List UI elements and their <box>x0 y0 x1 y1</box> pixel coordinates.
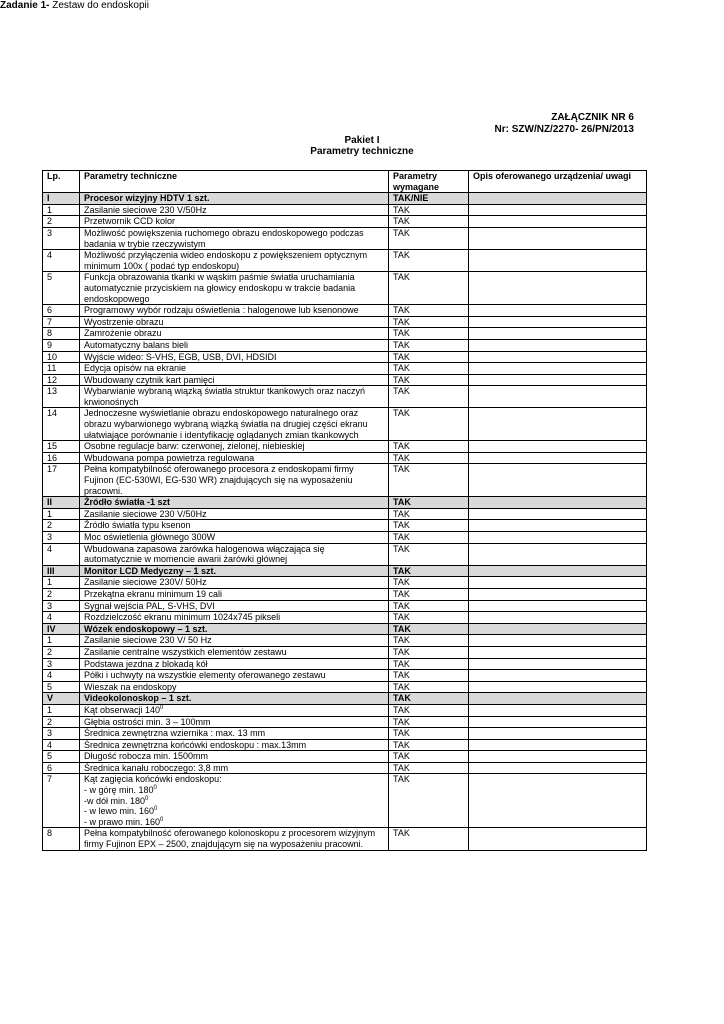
cell-lp: 10 <box>43 351 80 363</box>
section-row <box>43 693 647 705</box>
cell-offer-description[interactable] <box>469 751 647 763</box>
parameter-text: Możliwość powiększenia ruchomego obrazu endoskopowego podczas badania w trybie rzeczywistym <box>84 227 364 249</box>
parameter-text: Funkcja obrazowania tkanki w wąskim paśmie światła uruchamiania automatycznie przyciskiem na głowicy endoskopu w trakcie badania endoskopowego <box>84 272 356 304</box>
cell-parameter <box>80 828 389 850</box>
cell-required: TAK <box>389 351 469 363</box>
parameter-text: Wyostrzenie obrazu <box>84 316 164 327</box>
cell-offer-description[interactable] <box>469 693 647 705</box>
cell-lp: I <box>43 193 80 205</box>
cell-required: TAK <box>389 623 469 635</box>
table-row <box>43 577 647 589</box>
parameter-text: Przetwornik CCD kolor <box>84 216 176 227</box>
cell-offer-description[interactable] <box>469 339 647 351</box>
cell-parameter <box>80 543 389 565</box>
table-row <box>43 374 647 386</box>
parameter-line-text: -w dół min. 180 <box>84 795 146 806</box>
parameter-line <box>84 774 384 785</box>
col-header-params: Parametry techniczne <box>80 171 389 193</box>
cell-offer-description[interactable] <box>469 565 647 577</box>
table-row <box>43 272 647 305</box>
cell-lp: 4 <box>43 739 80 751</box>
cell-lp: 14 <box>43 408 80 441</box>
table-row <box>43 716 647 728</box>
cell-lp: III <box>43 565 80 577</box>
cell-offer-description[interactable] <box>469 497 647 509</box>
cell-required: TAK <box>389 520 469 532</box>
cell-offer-description[interactable] <box>469 828 647 850</box>
cell-required: TAK <box>389 305 469 317</box>
cell-offer-description[interactable] <box>469 670 647 682</box>
cell-lp: IV <box>43 623 80 635</box>
cell-required: TAK <box>389 452 469 464</box>
cell-parameter <box>80 441 389 453</box>
cell-parameter <box>80 520 389 532</box>
cell-parameter <box>80 250 389 272</box>
cell-required: TAK <box>389 497 469 509</box>
cell-parameter <box>80 272 389 305</box>
col-header-offer: Opis oferowanego urządzenia/ uwagi <box>469 171 647 193</box>
cell-parameter <box>80 193 389 205</box>
table-row <box>43 508 647 520</box>
cell-parameter <box>80 681 389 693</box>
table-row <box>43 828 647 850</box>
cell-parameter <box>80 751 389 763</box>
cell-required: TAK <box>389 612 469 624</box>
cell-offer-description[interactable] <box>469 204 647 216</box>
table-row <box>43 227 647 249</box>
parameter-text: Programowy wybór rodzaju oświetlenia : halogenowe lub ksenonowe <box>84 305 359 316</box>
table-row <box>43 386 647 408</box>
cell-required: TAK <box>389 728 469 740</box>
cell-offer-description[interactable] <box>469 762 647 774</box>
parameter-text: Wbudowana zapasowa żarówka halogenowa włączająca się automatycznie w momencie awarii żarówki głównej <box>84 543 325 565</box>
table-row <box>43 452 647 464</box>
cell-required: TAK <box>389 532 469 544</box>
parameter-line-text: - w lewo min. 160 <box>84 806 155 817</box>
col-header-required: Parametry wymagane <box>389 171 469 193</box>
table-body <box>43 193 647 850</box>
cell-required: TAK <box>389 588 469 600</box>
cell-offer-description[interactable] <box>469 250 647 272</box>
cell-lp: 2 <box>43 646 80 658</box>
table-row <box>43 339 647 351</box>
cell-required: TAK <box>389 565 469 577</box>
cell-parameter <box>80 386 389 408</box>
parameter-text: Sygnał wejścia PAL, S-VHS, DVI <box>84 600 215 611</box>
table-row <box>43 250 647 272</box>
cell-parameter <box>80 600 389 612</box>
parameter-text: Procesor wizyjny HDTV 1 szt. <box>84 193 210 204</box>
cell-required: TAK <box>389 635 469 647</box>
parameter-text: Średnica zewnętrzna końcówki endoskopu : max.13mm <box>84 739 307 750</box>
parameter-text: Zamrożenie obrazu <box>84 328 162 339</box>
table-row <box>43 728 647 740</box>
cell-parameter <box>80 328 389 340</box>
parameter-line <box>84 796 384 807</box>
cell-parameter <box>80 728 389 740</box>
parameter-text: Podstawa jezdna z blokadą kół <box>84 658 208 669</box>
cell-lp: 1 <box>43 704 80 716</box>
cell-required: TAK <box>389 408 469 441</box>
cell-required: TAK <box>389 774 469 828</box>
cell-lp: 2 <box>43 588 80 600</box>
degree-superscript: 0 <box>154 806 158 813</box>
degree-superscript: 0 <box>160 816 164 823</box>
package-title: Pakiet I <box>344 135 380 146</box>
cell-lp: 5 <box>43 681 80 693</box>
table-row <box>43 441 647 453</box>
cell-parameter <box>80 588 389 600</box>
cell-required: TAK <box>389 704 469 716</box>
cell-parameter <box>80 774 389 828</box>
cell-lp: 4 <box>43 670 80 682</box>
cell-lp: 12 <box>43 374 80 386</box>
cell-offer-description[interactable] <box>469 543 647 565</box>
cell-offer-description[interactable] <box>469 658 647 670</box>
parameter-text: Możliwość przyłączenia wideo endoskopu z powiększeniem optycznym minimum 100x ( podać typ endoskopu) <box>84 250 368 271</box>
cell-required: TAK <box>389 716 469 728</box>
cell-parameter <box>80 339 389 351</box>
parameter-text: Średnica zewnętrzna wziernika : max. 13 mm <box>84 728 266 739</box>
document-title: Parametry techniczne <box>310 146 414 157</box>
table-row <box>43 328 647 340</box>
table-row <box>43 588 647 600</box>
cell-offer-description[interactable] <box>469 681 647 693</box>
cell-parameter <box>80 762 389 774</box>
parameter-line-text: - w prawo min. 160 <box>84 816 161 827</box>
cell-parameter <box>80 305 389 317</box>
cell-parameter <box>80 565 389 577</box>
cell-required: TAK <box>389 363 469 375</box>
parameter-text: Wózek endoskopowy – 1 szt. <box>84 623 208 634</box>
cell-offer-description[interactable] <box>469 386 647 408</box>
cell-lp: 6 <box>43 762 80 774</box>
cell-lp: 2 <box>43 216 80 228</box>
parameter-text: Wybarwianie wybraną wiązką światła struktur tkankowych oraz naczyń krwionośnych <box>84 386 366 407</box>
cell-offer-description[interactable] <box>469 612 647 624</box>
cell-offer-description[interactable] <box>469 532 647 544</box>
cell-lp: V <box>43 693 80 705</box>
cell-parameter <box>80 532 389 544</box>
cell-offer-description[interactable] <box>469 646 647 658</box>
parameter-line-text: Kąt zagięcia końcówki endoskopu: <box>84 774 222 785</box>
cell-offer-description[interactable] <box>469 600 647 612</box>
cell-required: TAK <box>389 543 469 565</box>
cell-lp: 4 <box>43 543 80 565</box>
table-row <box>43 751 647 763</box>
cell-lp: 17 <box>43 464 80 497</box>
table-row <box>43 543 647 565</box>
cell-offer-description[interactable] <box>469 363 647 375</box>
parameter-text: Wbudowany czytnik kart pamięci <box>84 374 215 385</box>
table-row <box>43 739 647 751</box>
cell-required: TAK <box>389 216 469 228</box>
cell-offer-description[interactable] <box>469 216 647 228</box>
cell-parameter <box>80 351 389 363</box>
cell-offer-description[interactable] <box>469 351 647 363</box>
parameter-text: Zasilanie sieciowe 230 V/50Hz <box>84 204 207 215</box>
parameter-text: Zasilanie centralne wszystkich elementów zestawu <box>84 646 287 657</box>
section-row <box>43 623 647 635</box>
cell-lp: II <box>43 497 80 509</box>
cell-offer-description[interactable] <box>469 774 647 828</box>
parameter-text: Videokolonoskop – 1 szt. <box>84 693 192 704</box>
cell-offer-description[interactable] <box>469 272 647 305</box>
cell-lp: 1 <box>43 508 80 520</box>
table-row <box>43 646 647 658</box>
parameter-text: Głębia ostrości min. 3 – 100mm <box>84 716 211 727</box>
section-row <box>43 565 647 577</box>
cell-offer-description[interactable] <box>469 520 647 532</box>
cell-offer-description[interactable] <box>469 577 647 589</box>
section-row <box>43 497 647 509</box>
cell-lp: 5 <box>43 272 80 305</box>
cell-lp: 7 <box>43 316 80 328</box>
cell-required: TAK <box>389 316 469 328</box>
cell-offer-description[interactable] <box>469 441 647 453</box>
parameter-text: Pełna kompatybilność oferowanego procesora z endoskopami firmy Fujinon (EC-530WI, EG-530 WR) znajdujących się na wyposażeniu pracowni. <box>84 464 354 496</box>
cell-lp: 3 <box>43 728 80 740</box>
table-row <box>43 532 647 544</box>
cell-parameter <box>80 577 389 589</box>
cell-parameter <box>80 316 389 328</box>
cell-offer-description[interactable] <box>469 464 647 497</box>
cell-lp: 3 <box>43 227 80 249</box>
table-row <box>43 363 647 375</box>
cell-offer-description[interactable] <box>469 728 647 740</box>
parameter-line <box>84 785 384 796</box>
parameter-text: Osobne regulacje barw: czerwonej, zielonej, niebieskiej <box>84 441 305 452</box>
cell-offer-description[interactable] <box>469 704 647 716</box>
cell-parameter <box>80 508 389 520</box>
cell-required: TAK <box>389 464 469 497</box>
cell-lp: 3 <box>43 532 80 544</box>
parameter-text: Źródło światła -1 szt <box>84 497 171 508</box>
table-row <box>43 600 647 612</box>
col-header-lp: Lp. <box>43 171 80 193</box>
parameter-text: Automatyczny balans bieli <box>84 339 189 350</box>
parameter-text: Pełna kompatybilność oferowanego kolonoskopu z procesorem wizyjnym firmy Fujinon EPX – 2500, znajdującym się na wyposażeniu pracowni. <box>84 828 376 850</box>
degree-superscript: 0 <box>153 785 157 792</box>
table-row <box>43 612 647 624</box>
cell-offer-description[interactable] <box>469 408 647 441</box>
cell-required: TAK <box>389 658 469 670</box>
cell-offer-description[interactable] <box>469 374 647 386</box>
degree-superscript: 0 <box>160 704 164 711</box>
cell-lp: 1 <box>43 204 80 216</box>
cell-required: TAK <box>389 204 469 216</box>
cell-required: TAK <box>389 227 469 249</box>
cell-lp: 4 <box>43 612 80 624</box>
cell-parameter <box>80 452 389 464</box>
cell-parameter <box>80 227 389 249</box>
cell-parameter <box>80 739 389 751</box>
cell-required: TAK <box>389 828 469 850</box>
cell-offer-description[interactable] <box>469 316 647 328</box>
section-row <box>43 193 647 205</box>
cell-offer-description[interactable] <box>469 623 647 635</box>
reference-number: Nr: SZW/NZ/2270- 26/PN/2013 <box>494 124 634 135</box>
cell-parameter <box>80 216 389 228</box>
cell-offer-description[interactable] <box>469 452 647 464</box>
cell-parameter <box>80 693 389 705</box>
cell-parameter <box>80 704 389 716</box>
cell-required: TAK <box>389 441 469 453</box>
task-text: Zestaw do endoskopii <box>49 0 149 11</box>
table-header-row <box>43 171 647 193</box>
cell-offer-description[interactable] <box>469 635 647 647</box>
cell-lp: 4 <box>43 250 80 272</box>
parameter-text: Zasilanie sieciowe 230 V/ 50 Hz <box>84 635 212 646</box>
cell-required: TAK <box>389 600 469 612</box>
cell-required: TAK <box>389 693 469 705</box>
cell-required: TAK <box>389 374 469 386</box>
parameter-text: Jednoczesne wyświetlanie obrazu endoskopowego naturalnego oraz obrazu wybarwionego wybraną wiązką światła na drugiej części ekranu ułatwiające porównanie i identyfikację oglądanych zmian tkankowych <box>84 408 368 440</box>
table-row <box>43 658 647 670</box>
cell-parameter <box>80 623 389 635</box>
degree-superscript: 0 <box>145 795 149 802</box>
parameter-text: Zasilanie sieciowe 230 V/50Hz <box>84 508 207 519</box>
cell-lp: 16 <box>43 452 80 464</box>
cell-lp: 6 <box>43 305 80 317</box>
cell-parameter <box>80 204 389 216</box>
cell-lp: 2 <box>43 520 80 532</box>
parameter-text: Wbudowana pompa powietrza regulowana <box>84 452 255 463</box>
cell-required: TAK <box>389 272 469 305</box>
table-row <box>43 635 647 647</box>
cell-lp: 1 <box>43 577 80 589</box>
table-row <box>43 316 647 328</box>
cell-required: TAK <box>389 386 469 408</box>
cell-lp: 3 <box>43 658 80 670</box>
parameter-text: Długość robocza min. 1500mm <box>84 751 209 762</box>
parameter-text: Wieszak na endoskopy <box>84 681 177 692</box>
task-heading <box>0 0 724 11</box>
cell-required: TAK <box>389 339 469 351</box>
task-label: Zadanie 1- <box>0 0 50 11</box>
cell-offer-description[interactable] <box>469 328 647 340</box>
cell-lp: 1 <box>43 635 80 647</box>
table-row <box>43 704 647 716</box>
parameter-line-text: - w górę min. 180 <box>84 785 154 796</box>
cell-offer-description[interactable] <box>469 739 647 751</box>
cell-required: TAK <box>389 250 469 272</box>
parameter-text: Edycja opisów na ekranie <box>84 363 187 374</box>
parameter-text: Rozdzielczość ekranu minimum 1024x745 pikseli <box>84 612 281 623</box>
cell-lp: 8 <box>43 828 80 850</box>
parameter-text: Źródło światła typu ksenon <box>84 520 191 531</box>
table-row <box>43 204 647 216</box>
parameter-line <box>84 806 384 817</box>
cell-offer-description[interactable] <box>469 227 647 249</box>
cell-parameter <box>80 408 389 441</box>
table-row <box>43 762 647 774</box>
attachment-number: ZAŁĄCZNIK NR 6 <box>551 112 634 123</box>
cell-required: TAK <box>389 646 469 658</box>
cell-parameter <box>80 363 389 375</box>
cell-offer-description[interactable] <box>469 716 647 728</box>
cell-required: TAK <box>389 508 469 520</box>
cell-required: TAK <box>389 762 469 774</box>
cell-required: TAK/NIE <box>389 193 469 205</box>
cell-offer-description[interactable] <box>469 508 647 520</box>
cell-required: TAK <box>389 577 469 589</box>
cell-required: TAK <box>389 328 469 340</box>
table-row <box>43 351 647 363</box>
table-row <box>43 216 647 228</box>
table-row <box>43 670 647 682</box>
parameter-text: Przekątna ekranu minimum 19 cali <box>84 588 223 599</box>
cell-lp: 3 <box>43 600 80 612</box>
cell-required: TAK <box>389 751 469 763</box>
cell-lp: 5 <box>43 751 80 763</box>
cell-parameter <box>80 716 389 728</box>
cell-parameter <box>80 670 389 682</box>
cell-lp: 7 <box>43 774 80 828</box>
cell-lp: 2 <box>43 716 80 728</box>
cell-required: TAK <box>389 681 469 693</box>
table-row <box>43 305 647 317</box>
parameter-text: Kąt obserwacji 140 <box>84 704 161 715</box>
cell-parameter <box>80 497 389 509</box>
table-row <box>43 520 647 532</box>
cell-parameter <box>80 646 389 658</box>
cell-required: TAK <box>389 670 469 682</box>
table-row <box>43 408 647 441</box>
parameters-table <box>42 170 647 851</box>
cell-lp: 15 <box>43 441 80 453</box>
parameter-text: Monitor LCD Medyczny – 1 szt. <box>84 565 217 576</box>
parameter-text: Wyjście wideo: S-VHS, EGB, USB, DVI, HDSIDI <box>84 351 277 362</box>
cell-parameter <box>80 374 389 386</box>
cell-lp: 13 <box>43 386 80 408</box>
cell-parameter <box>80 635 389 647</box>
cell-parameter <box>80 464 389 497</box>
table-row <box>43 774 647 828</box>
cell-lp: 9 <box>43 339 80 351</box>
parameter-line <box>84 817 384 828</box>
cell-offer-description[interactable] <box>469 588 647 600</box>
parameter-text: Moc oświetlenia głównego 300W <box>84 532 216 542</box>
table-row <box>43 681 647 693</box>
cell-offer-description[interactable] <box>469 193 647 205</box>
cell-lp: 8 <box>43 328 80 340</box>
cell-parameter <box>80 612 389 624</box>
cell-offer-description[interactable] <box>469 305 647 317</box>
cell-required: TAK <box>389 739 469 751</box>
table-row <box>43 464 647 497</box>
parameter-text: Średnica kanału roboczego: 3,8 mm <box>84 762 229 773</box>
cell-parameter <box>80 658 389 670</box>
parameter-text: Zasilanie sieciowe 230V/ 50Hz <box>84 577 207 588</box>
parameter-text: Półki i uchwyty na wszystkie elementy oferowanego zestawu <box>84 670 326 681</box>
cell-lp: 11 <box>43 363 80 375</box>
